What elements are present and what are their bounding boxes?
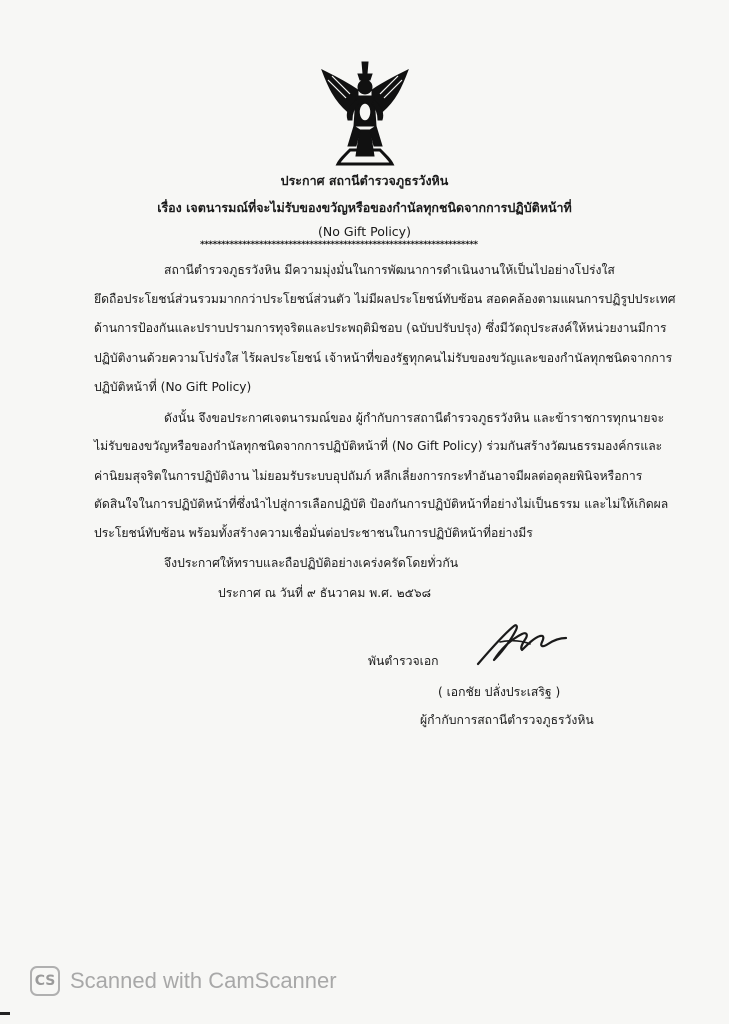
scanner-watermark-text: Scanned with CamScanner: [70, 968, 337, 993]
policy-label: (No Gift Policy): [318, 224, 411, 239]
paragraph-2-line-4: ตัดสินใจในการปฏิบัติหน้าที่ซึ่งนำไปสู่การเลือกปฏิบัติ ป้องกันการปฏิบัติหน้าที่อย่างไม่เป็นธรรม และไม่ให้เกิดผล: [94, 497, 669, 511]
signatory-rank: พันตำรวจเอก: [368, 654, 439, 668]
announcement-date: ประกาศ ณ วันที่ ๙ ธันวาคม พ.ศ. ๒๕๖๘: [218, 586, 432, 600]
paragraph-1-line-1: สถานีตำรวจภูธรวังหิน มีความมุ่งมั่นในการพัฒนาการดำเนินงานให้เป็นไปอย่างโปร่งใส: [164, 263, 615, 277]
separator-line: ******************************************************************: [200, 240, 478, 250]
signatory-position: ผู้กำกับการสถานีตำรวจภูธรวังหิน: [420, 713, 594, 727]
announcement-title: ประกาศ สถานีตำรวจภูธรวังหิน: [280, 173, 449, 188]
page-edge-mark: [0, 1012, 10, 1015]
paragraph-2-line-2: ไม่รับของขวัญหรือของกำนัลทุกชนิดจากการปฏิบัติหน้าที่ (No Gift Policy) ร่วมกันสร้างวัฒนธรรมองค์กรและ: [94, 439, 663, 453]
paragraph-1-line-2: ยึดถือประโยชน์ส่วนรวมมากกว่าประโยชน์ส่วนตัว ไม่มีผลประโยชน์ทับซ้อน สอดคล้องตามแผนการปฏิรูปประเทศ: [94, 292, 676, 306]
paragraph-2-line-3: ค่านิยมสุจริตในการปฏิบัติงาน ไม่ยอมรับระบบอุปถัมภ์ หลีกเลี่ยงการกระทำอันอาจมีผลต่อดุลยพินิจหรือการ: [94, 469, 643, 483]
camscanner-logo-icon: [30, 966, 60, 996]
paragraph-2-line-5: ประโยชน์ทับซ้อน พร้อมทั้งสร้างความเชื่อมั่นต่อประชาชนในการปฏิบัติหน้าที่อย่างมีร: [94, 526, 533, 540]
garuda-emblem-icon: [318, 60, 412, 168]
paragraph-1-line-5: ปฏิบัติหน้าที่ (No Gift Policy): [94, 380, 252, 394]
logo-text: CS: [34, 973, 56, 989]
signature-icon: [470, 620, 570, 670]
paragraph-1-line-3: ด้านการป้องกันและปราบปรามการทุจริตและประพฤติมิชอบ (ฉบับปรับปรุง) ซึ่งมีวัตถุประสงค์ให้หน่วยงานมีการ: [94, 321, 667, 335]
closing-statement: จึงประกาศให้ทราบและถือปฏิบัติอย่างเคร่งครัดโดยทั่วกัน: [164, 556, 459, 570]
camscanner-footer: [30, 966, 337, 996]
signatory-name: ( เอกชัย ปลั่งประเสริฐ ): [438, 685, 561, 699]
announcement-subject: เรื่อง เจตนารมณ์ที่จะไม่รับของขวัญหรือของกำนัลทุกชนิดจากการปฏิบัติหน้าที่: [157, 200, 572, 215]
paragraph-1-line-4: ปฏิบัติงานด้วยความโปร่งใส ไร้ผลประโยชน์ เจ้าหน้าที่ของรัฐทุกคนไม่รับของขวัญและของกำนัลทุกชนิดจากการ: [94, 351, 673, 365]
paragraph-2-line-1: ดังนั้น จึงขอประกาศเจตนารมณ์ของ ผู้กำกับการสถานีตำรวจภูธรวังหิน และข้าราชการทุกนายจะ: [164, 411, 665, 425]
